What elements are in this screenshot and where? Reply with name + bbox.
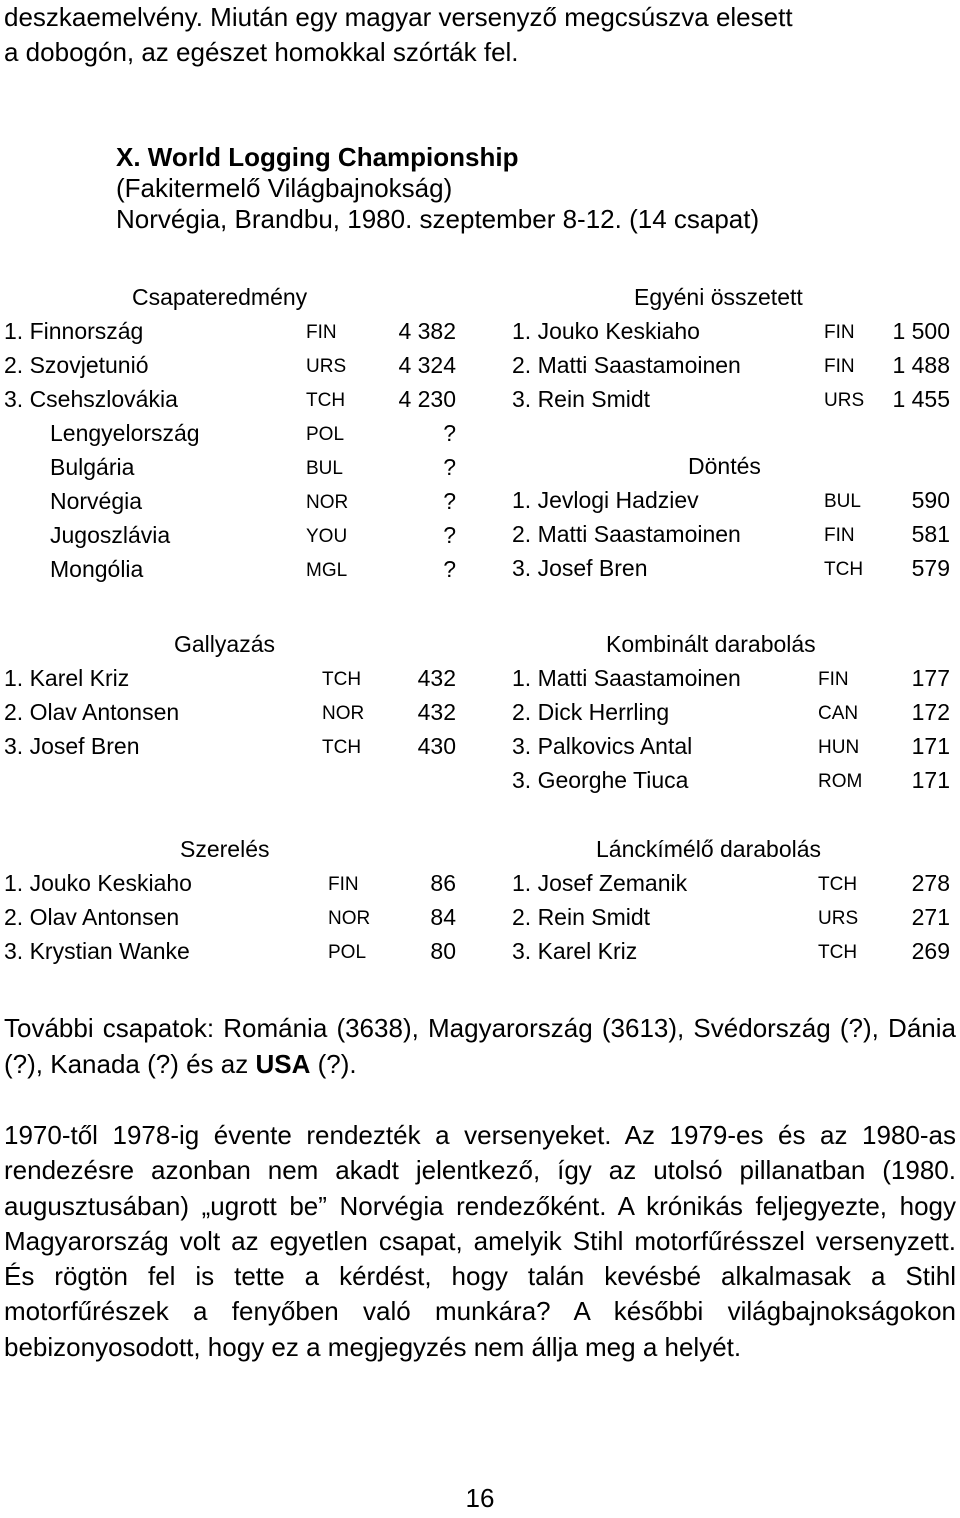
competitor-name: 1. Finnország bbox=[4, 318, 144, 344]
country-code: NOR bbox=[328, 908, 371, 929]
score-value: 271 bbox=[911, 904, 950, 930]
score-value: 171 bbox=[911, 767, 950, 793]
country-code: CAN bbox=[818, 703, 859, 724]
score-value: 430 bbox=[417, 733, 456, 759]
score-value: 1 500 bbox=[892, 318, 950, 344]
competitor-name: Jugoszlávia bbox=[50, 522, 171, 548]
score-value: 432 bbox=[417, 699, 456, 725]
team-row bbox=[4, 454, 458, 488]
championship-subtitle: (Fakitermelő Világbajnokság) bbox=[116, 173, 453, 203]
team-row bbox=[4, 522, 458, 556]
score-value: 1 488 bbox=[892, 352, 950, 378]
assembly-row bbox=[4, 870, 458, 904]
competitor-name: 1. Jouko Keskiaho bbox=[512, 318, 700, 344]
country-code: BUL bbox=[306, 458, 343, 479]
felling-title: Döntés bbox=[688, 453, 761, 479]
score-value: 86 bbox=[430, 870, 456, 896]
competitor-name: Mongólia bbox=[50, 556, 144, 582]
other-teams-usa: USA bbox=[255, 1049, 311, 1079]
score-value: 177 bbox=[911, 665, 950, 691]
competitor-name: 1. Jouko Keskiaho bbox=[4, 870, 192, 896]
country-code: FIN bbox=[824, 322, 855, 343]
history-paragraph: 1970-től 1978-ig évente rendezték a versenyeket. Az 1979-es és az 1980-as rendezésre azonban nem akadt jelentkező, így az utolsó pillanatban (1980. augusztusában) „ugrott be” Norvégia rendezőként. A krónikás feljegyezte, hogy Magyarország volt az egyetlen csapat, amelyik Stihl motorfűrésszel versenyzett. És rögtön fel is tette a kérdést, hogy talán kevésbé alkalmasak a Stihl motorfűrészek a fenyőben való munkára? A későbbi világbajnokságokon bebizonyosodott, hogy ez a megjegyzés nem állja meg a helyét. bbox=[4, 1120, 956, 1362]
competitor-name: 2. Olav Antonsen bbox=[4, 699, 180, 725]
country-code: ROM bbox=[818, 771, 863, 792]
score-value: 4 382 bbox=[398, 318, 456, 344]
competitor-name: 3. Georghe Tiuca bbox=[512, 767, 689, 793]
felling-row bbox=[512, 487, 952, 521]
limbing-row bbox=[4, 699, 458, 733]
intro-line-1: deszkaemelvény. Miután egy magyar versenyző megcsúszva elesett bbox=[4, 2, 793, 32]
assembly-title: Szerelés bbox=[180, 836, 270, 862]
chain-row bbox=[512, 938, 952, 972]
score-value: 269 bbox=[911, 938, 950, 964]
chain-title: Lánckímélő darabolás bbox=[596, 836, 822, 862]
combined-row bbox=[512, 733, 952, 767]
competitor-name: Norvégia bbox=[50, 488, 143, 514]
chain-row bbox=[512, 870, 952, 904]
country-code: TCH bbox=[818, 874, 858, 895]
team-row bbox=[4, 386, 458, 420]
country-code: FIN bbox=[818, 669, 849, 690]
score-value: 1 455 bbox=[892, 386, 950, 412]
competitor-name: 3. Josef Bren bbox=[4, 733, 140, 759]
country-code: URS bbox=[824, 390, 865, 411]
competitor-name: 2. Matti Saastamoinen bbox=[512, 521, 741, 547]
score-value: 84 bbox=[430, 904, 456, 930]
other-teams-text: További csapatok: Románia (3638), Magyarország (3613), Svédország (?), Dánia (?), Kanada (?) és az bbox=[4, 1013, 956, 1079]
competitor-name: 1. Matti Saastamoinen bbox=[512, 665, 741, 691]
championship-place-date: Norvégia, Brandbu, 1980. szeptember 8-12. (14 csapat) bbox=[116, 204, 760, 234]
team-title: Csapateredmény bbox=[132, 284, 308, 310]
country-code: TCH bbox=[818, 942, 858, 963]
individual-row bbox=[512, 386, 952, 420]
competitor-name: 3. Palkovics Antal bbox=[512, 733, 693, 759]
competitor-name: 3. Csehszlovákia bbox=[4, 386, 178, 412]
competitor-name: 3. Krystian Wanke bbox=[4, 938, 190, 964]
score-value: 80 bbox=[430, 938, 456, 964]
score-value: ? bbox=[443, 454, 456, 480]
team-row bbox=[4, 556, 458, 590]
country-code: URS bbox=[306, 356, 347, 377]
country-code: MGL bbox=[306, 560, 348, 581]
championship-title: X. World Logging Championship bbox=[116, 142, 519, 172]
page-number: 16 bbox=[465, 1483, 495, 1513]
competitor-name: 2. Rein Smidt bbox=[512, 904, 651, 930]
country-code: NOR bbox=[306, 492, 349, 513]
score-value: 172 bbox=[911, 699, 950, 725]
competitor-name: 2. Matti Saastamoinen bbox=[512, 352, 741, 378]
country-code: FIN bbox=[306, 322, 337, 343]
score-value: ? bbox=[443, 420, 456, 446]
individual-title: Egyéni összetett bbox=[634, 284, 803, 310]
limbing-title: Gallyazás bbox=[174, 631, 275, 657]
score-value: 171 bbox=[911, 733, 950, 759]
competitor-name: 3. Karel Kriz bbox=[512, 938, 638, 964]
score-value: ? bbox=[443, 522, 456, 548]
score-value: 579 bbox=[911, 555, 950, 581]
assembly-row bbox=[4, 904, 458, 938]
individual-row bbox=[512, 352, 952, 386]
combined-row bbox=[512, 767, 952, 801]
country-code: NOR bbox=[322, 703, 365, 724]
competitor-name: Bulgária bbox=[50, 454, 135, 480]
other-teams-paragraph bbox=[4, 1010, 956, 1082]
team-row bbox=[4, 488, 458, 522]
score-value: 590 bbox=[911, 487, 950, 513]
country-code: TCH bbox=[306, 390, 346, 411]
score-value: ? bbox=[443, 488, 456, 514]
combined-title: Kombinált darabolás bbox=[606, 631, 816, 657]
country-code: POL bbox=[328, 942, 367, 963]
competitor-name: 1. Josef Zemanik bbox=[512, 870, 688, 896]
country-code: YOU bbox=[306, 526, 348, 547]
country-code: POL bbox=[306, 424, 345, 445]
felling-row bbox=[512, 521, 952, 555]
score-value: ? bbox=[443, 556, 456, 582]
intro-text bbox=[4, 0, 956, 70]
felling-row bbox=[512, 555, 952, 589]
competitor-name: 2. Szovjetunió bbox=[4, 352, 149, 378]
championship-heading bbox=[116, 142, 759, 235]
chain-row bbox=[512, 904, 952, 938]
limbing-row bbox=[4, 665, 458, 699]
competitor-name: 2. Dick Herrling bbox=[512, 699, 670, 725]
combined-row bbox=[512, 665, 952, 699]
competitor-name: 1. Karel Kriz bbox=[4, 665, 130, 691]
intro-line-2: a dobogón, az egészet homokkal szórták fel. bbox=[4, 37, 519, 67]
limbing-row bbox=[4, 733, 458, 767]
team-row bbox=[4, 318, 458, 352]
competitor-name: 3. Josef Bren bbox=[512, 555, 648, 581]
competitor-name: 2. Olav Antonsen bbox=[4, 904, 180, 930]
team-row bbox=[4, 352, 458, 386]
combined-row bbox=[512, 699, 952, 733]
assembly-row bbox=[4, 938, 458, 972]
competitor-name: Lengyelország bbox=[50, 420, 200, 446]
country-code: FIN bbox=[824, 525, 855, 546]
country-code: FIN bbox=[824, 356, 855, 377]
team-row bbox=[4, 420, 458, 454]
score-value: 4 324 bbox=[398, 352, 456, 378]
score-value: 4 230 bbox=[398, 386, 456, 412]
country-code: FIN bbox=[328, 874, 359, 895]
score-value: 432 bbox=[417, 665, 456, 691]
score-value: 581 bbox=[911, 521, 950, 547]
individual-row bbox=[512, 318, 952, 352]
score-value: 278 bbox=[911, 870, 950, 896]
country-code: URS bbox=[818, 908, 859, 929]
country-code: TCH bbox=[322, 669, 362, 690]
country-code: HUN bbox=[818, 737, 860, 758]
country-code: TCH bbox=[824, 559, 864, 580]
competitor-name: 1. Jevlogi Hadziev bbox=[512, 487, 699, 513]
competitor-name: 3. Rein Smidt bbox=[512, 386, 651, 412]
country-code: TCH bbox=[322, 737, 362, 758]
country-code: BUL bbox=[824, 491, 861, 512]
other-teams-tail: (?). bbox=[310, 1049, 357, 1079]
